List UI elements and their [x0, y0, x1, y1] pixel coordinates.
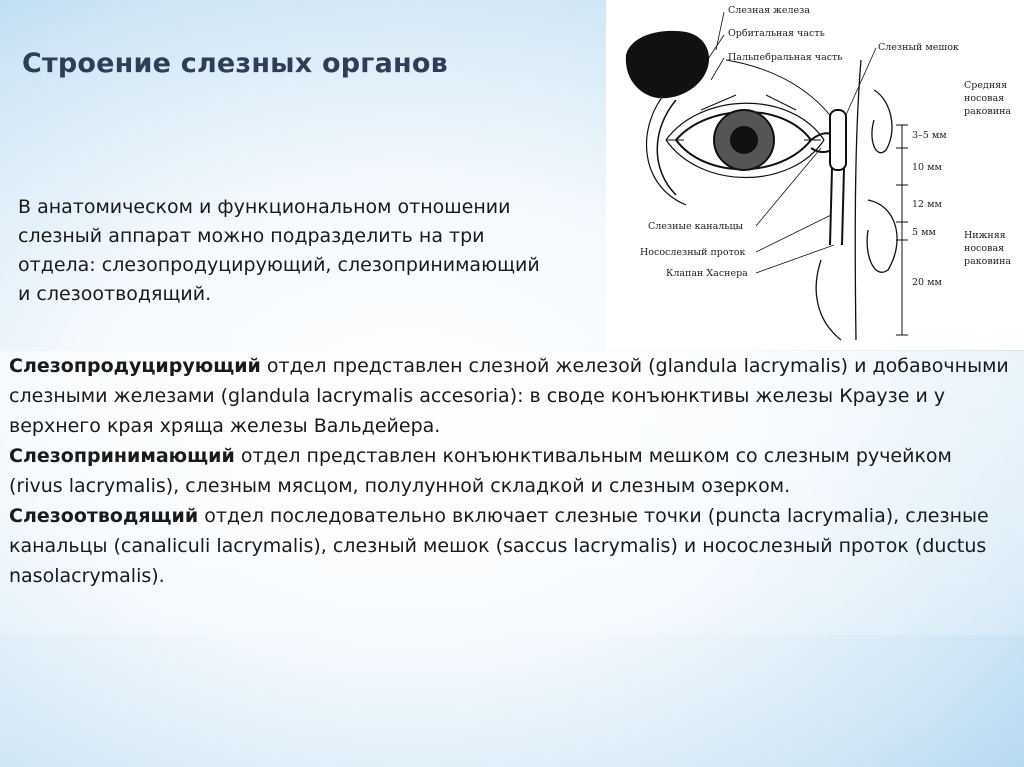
label-canaliculi: Слезные канальцы — [648, 221, 744, 232]
lacrimal-sac-shape — [830, 110, 846, 170]
sections-block — [0, 351, 1024, 635]
label-duct: Носослезный проток — [640, 247, 746, 258]
text-draining: отдел последовательно включает слезные точки (puncta lacrymalia), слезные канальцы (canaliculi lacrymalis), слезный мешок (saccus lacrymalis) и носослезный проток (ductus nasolacrymalis). — [9, 505, 989, 587]
label-orbital: Орбитальная часть — [728, 28, 825, 39]
term-receiving: Слезопринимающий — [9, 445, 235, 467]
nasolacrimal-duct-shape — [830, 168, 844, 245]
text-receiving: отдел представлен конъюнктивальным мешком со слезным ручейком (rivus lacrymalis), слезным мясцом, полулунной складкой и слезным озерком. — [9, 445, 952, 497]
lower-concha-shape — [867, 200, 897, 272]
lacrimal-gland-shape — [626, 31, 709, 98]
label-lower-concha-3: раковина — [964, 256, 1012, 267]
label-sac: Слезный мешок — [878, 42, 959, 53]
measure-1: 3–5 мм — [912, 130, 947, 141]
label-gland: Слезная железа — [728, 5, 810, 16]
label-middle-concha-2: носовая — [964, 93, 1005, 104]
label-lower-concha-1: Нижняя — [964, 230, 1006, 241]
measure-4: 5 мм — [912, 227, 936, 238]
measure-5: 20 мм — [912, 277, 942, 288]
term-producing: Слезопродуцирующий — [9, 355, 261, 377]
pupil-shape — [730, 126, 758, 154]
intro-paragraph: В анатомическом и функциональном отношении слезный аппарат можно подразделить на три отдела: слезопродуцирующий, слезопринимающий и слезоотводящий. — [18, 196, 540, 305]
measure-3: 12 мм — [912, 199, 942, 210]
lacrimal-apparatus-diagram — [606, 0, 1024, 350]
section-producing — [0, 351, 1009, 441]
label-middle-concha-3: раковина — [964, 106, 1012, 117]
label-lower-concha-2: носовая — [964, 243, 1005, 254]
term-draining: Слезоотводящий — [9, 505, 199, 527]
label-middle-concha-1: Средняя — [964, 80, 1008, 91]
section-draining — [0, 501, 1009, 591]
measure-2: 10 мм — [912, 162, 942, 173]
label-valve: Клапан Хаснера — [666, 268, 748, 279]
text-producing: отдел представлен слезной железой (glandula lacrymalis) и добавочными слезными железами (glandula lacrymalis accesoria): в своде конъюнктивы железы Краузе и у верхнего края хряща железы Вальдейера. — [9, 355, 1009, 437]
section-receiving — [0, 441, 1009, 501]
slide-title: Строение слезных органов — [22, 48, 448, 79]
label-palpebral: Пальпебральная часть — [728, 52, 843, 63]
